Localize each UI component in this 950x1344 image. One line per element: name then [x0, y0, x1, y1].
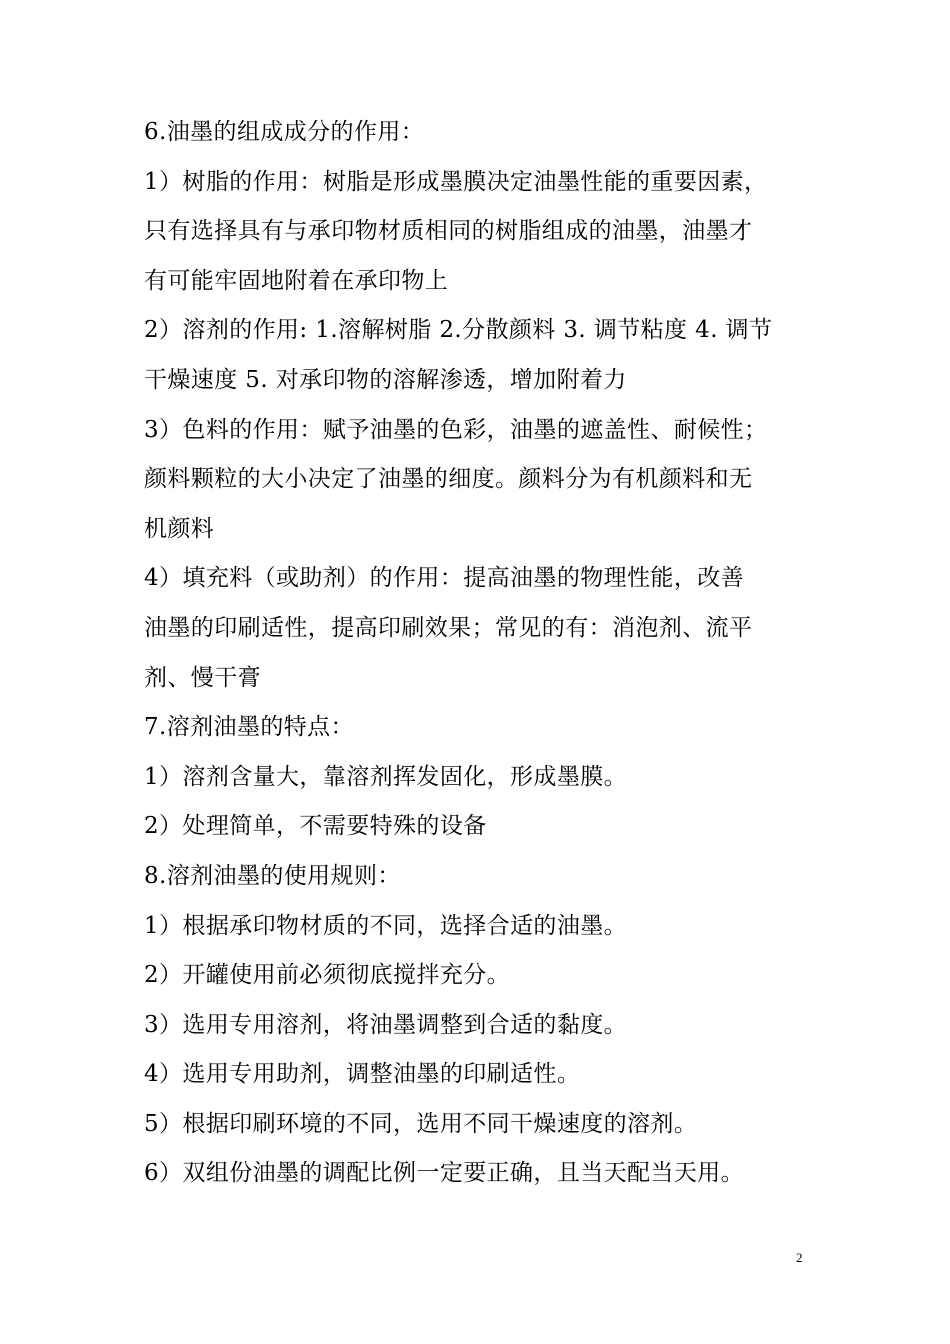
section-heading-8: 8.溶剂油墨的使用规则：	[144, 862, 401, 889]
paragraph-line: 4）填充料（或助剂）的作用：提高油墨的物理性能，改善	[144, 565, 745, 592]
list-item: 6）双组份油墨的调配比例一定要正确，且当天配当天用。	[144, 1160, 745, 1187]
list-item: 5）根据印刷环境的不同，选用不同干燥速度的溶剂。	[144, 1110, 698, 1137]
section-heading-6: 6.油墨的组成成分的作用：	[144, 119, 425, 145]
paragraph-line: 颜料颗粒的大小决定了油墨的细度。颜料分为有机颜料和无	[144, 466, 753, 493]
section-heading-7: 7.溶剂油墨的特点：	[144, 714, 354, 741]
list-item: 2）处理简单，不需要特殊的设备	[144, 813, 487, 840]
paragraph-line: 有可能牢固地附着在承印物上	[144, 267, 449, 294]
list-item: 1）根据承印物材质的不同，选择合适的油墨。	[144, 912, 628, 939]
paragraph-line: 1）树脂的作用：树脂是形成墨膜决定油墨性能的重要因素，	[144, 168, 768, 195]
page-number: 2	[796, 1250, 803, 1265]
list-item: 3）选用专用溶剂，将油墨调整到合适的黏度。	[144, 1011, 628, 1038]
list-item: 1）溶剂含量大，靠溶剂挥发固化，形成墨膜。	[144, 763, 628, 790]
paragraph-line: 干燥速度 5. 对承印物的溶解渗透，增加附着力	[144, 366, 627, 393]
paragraph-line: 油墨的印刷适性，提高印刷效果；常见的有：消泡剂、流平	[144, 614, 753, 641]
document-body	[144, 108, 808, 1199]
paragraph-line: 机颜料	[144, 515, 215, 542]
paragraph-line: 3）色料的作用：赋予油墨的色彩，油墨的遮盖性、耐候性；	[144, 416, 768, 443]
paragraph-line: 只有选择具有与承印物材质相同的树脂组成的油墨，油墨才	[144, 218, 753, 245]
list-item: 4）选用专用助剂，调整油墨的印刷适性。	[144, 1061, 581, 1088]
paragraph-line: 2）溶剂的作用: 1.溶解树脂 2.分散颜料 3. 调节粘度 4. 调节	[144, 317, 773, 344]
paragraph-line: 剂、慢干膏	[144, 664, 261, 691]
list-item: 2）开罐使用前必须彻底搅拌充分。	[144, 962, 511, 989]
